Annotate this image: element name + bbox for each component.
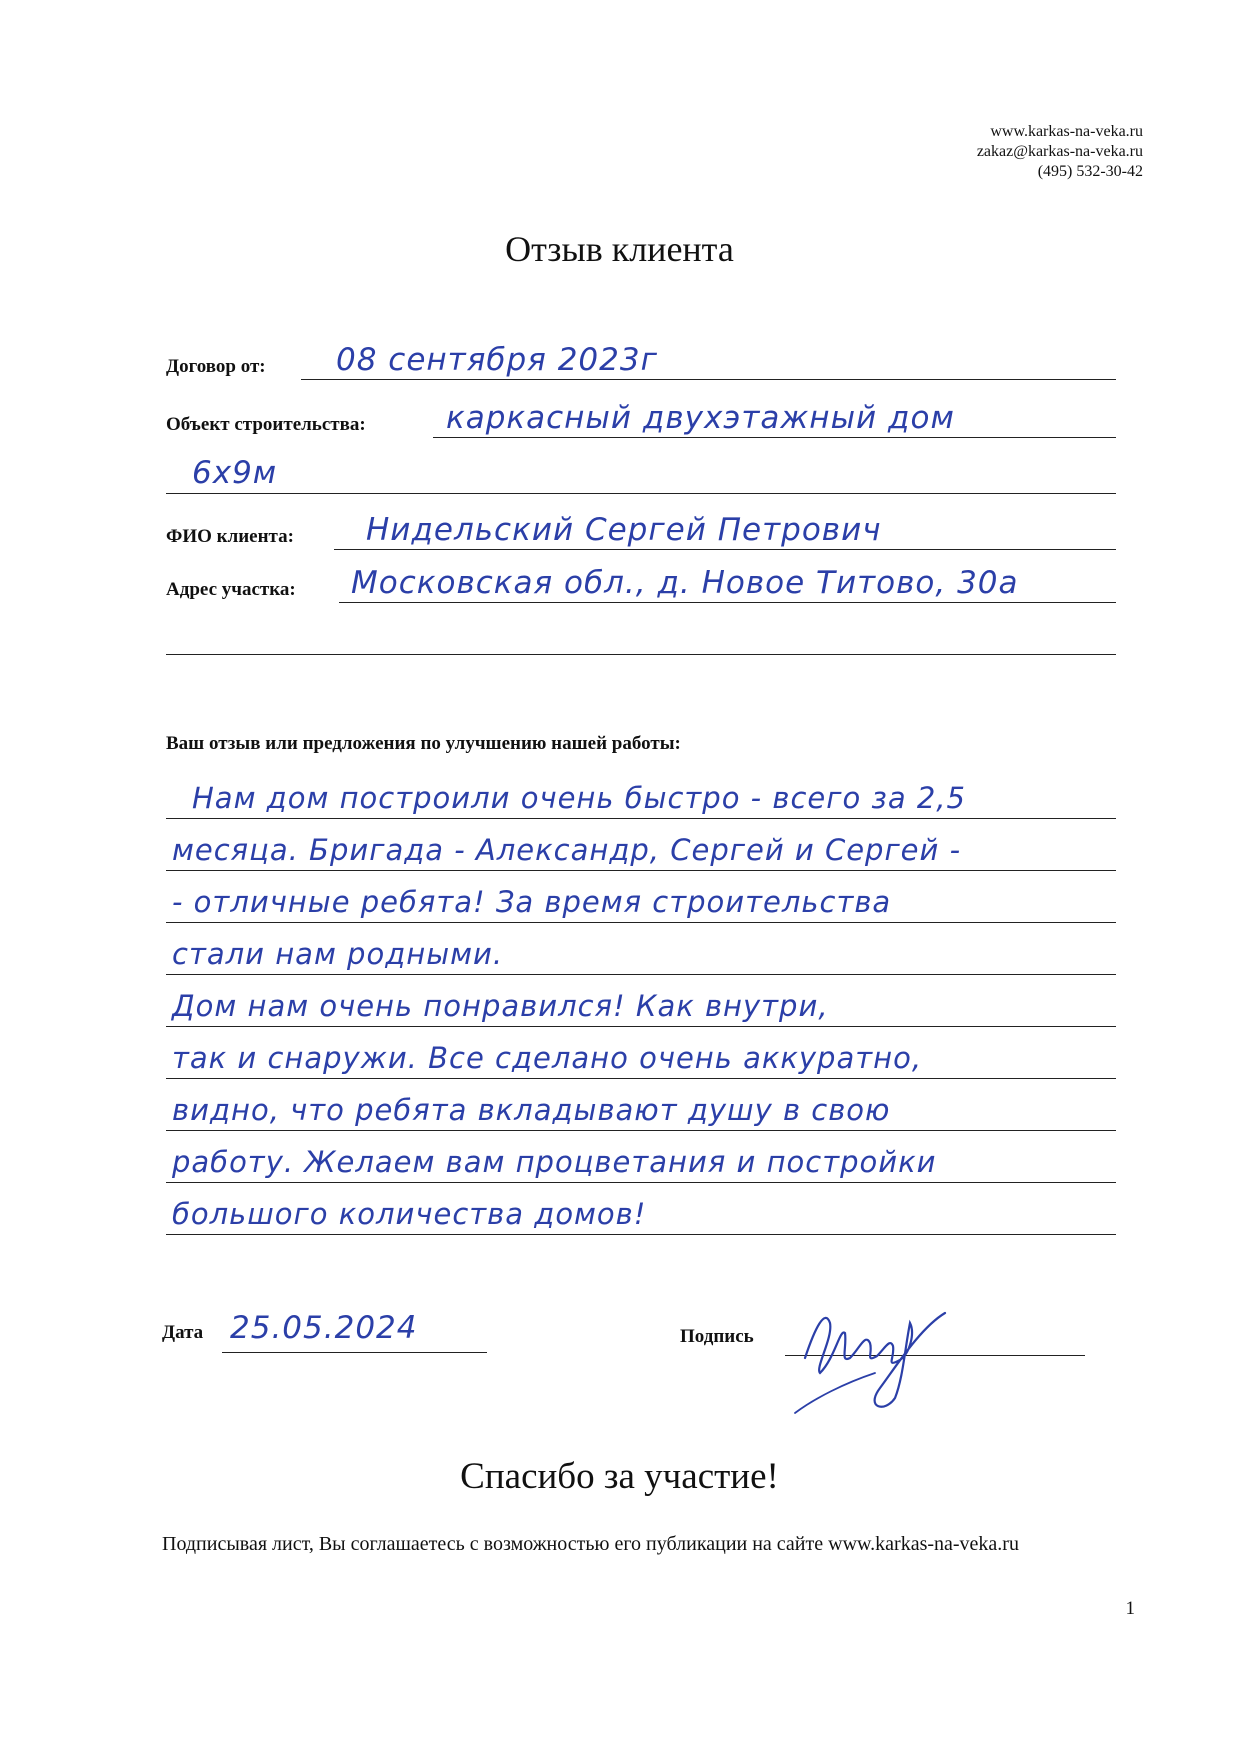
review-line [166,1078,1116,1131]
object-value-line2: 6х9м [192,455,278,491]
thanks-heading: Спасибо за участие! [460,1456,779,1497]
review-line-text: Дом нам очень понравился! Как внутри, [172,989,829,1023]
page-title: Отзыв клиента [505,229,734,269]
contract-label: Договор от: [166,356,266,377]
object-label: Объект строительства: [166,414,366,435]
signature-mark [785,1288,955,1418]
date-label: Дата [162,1322,204,1343]
address-line [339,602,1116,603]
client-label: ФИО клиента: [166,526,294,547]
footer-notice: Подписывая лист, Вы соглашаетесь с возможностью его публикации на сайте www.karkas-na-veka.ru [162,1533,1019,1555]
client-value: Нидельский Сергей Петрович [366,512,882,548]
review-label: Ваш отзыв или предложения по улучшению нашей работы: [166,733,681,754]
address-continuation-line [166,614,1116,655]
page-number: 1 [1125,1598,1135,1619]
contract-line [301,379,1116,380]
review-line [166,1182,1116,1235]
signature-label: Подпись [680,1326,754,1347]
website-link[interactable]: www.karkas-na-veka.ru [990,123,1143,140]
phone-number: (495) 532-30-42 [1037,163,1143,180]
contacts-block [977,122,1143,182]
review-line-text: видно, что ребята вкладывают душу в свою [172,1093,891,1127]
review-line-text: - отличные ребята! За время строительства [172,885,892,919]
review-line [166,974,1116,1027]
review-line-text: месяца. Бригада - Александр, Сергей и Сергей - [172,833,962,867]
review-line [166,1130,1116,1183]
review-line-text: большого количества домов! [172,1197,647,1231]
review-line-text: стали нам родными. [172,937,504,971]
object-line [433,437,1116,438]
date-line [222,1352,487,1353]
email-link[interactable]: zakaz@karkas-na-veka.ru [976,143,1143,160]
client-field [166,510,1116,550]
review-line-text: работу. Желаем вам процветания и постройки [172,1145,937,1179]
address-field [166,563,1116,603]
review-line [166,766,1116,819]
review-line [166,1026,1116,1079]
contract-field [166,340,1116,380]
contract-value: 08 сентября 2023г [336,342,658,378]
object-continuation-line [166,453,1116,494]
object-value-line1: каркасный двухэтажный дом [446,400,955,436]
date-value: 25.05.2024 [230,1310,418,1346]
address-label: Адрес участка: [166,579,296,600]
client-line [334,549,1116,550]
review-line-text: Нам дом построили очень быстро - всего за 2,5 [192,781,966,815]
review-line-text: так и снаружи. Все сделано очень аккуратно, [172,1041,923,1075]
review-line [166,922,1116,975]
object-field [166,398,1116,438]
review-line [166,818,1116,871]
review-line [166,870,1116,923]
address-value: Московская обл., д. Новое Титово, 30а [351,565,1019,601]
